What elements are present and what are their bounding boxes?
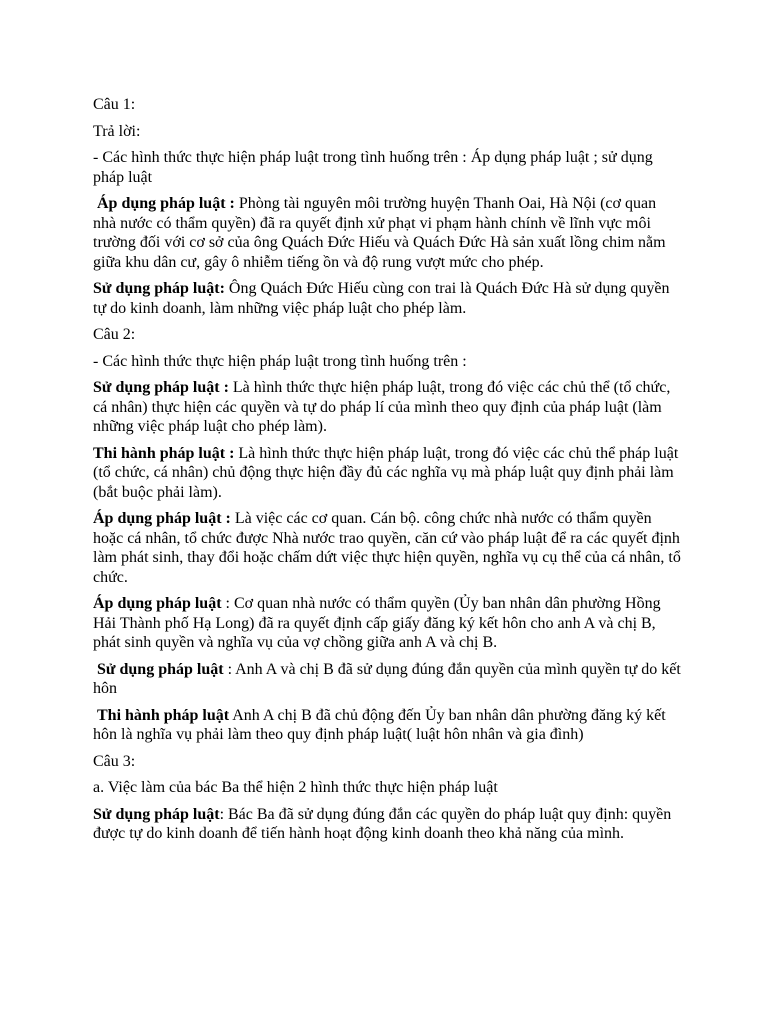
paragraph-su-dung-q2: Sử dụng pháp luật : Anh A và chị B đã sử dụng đúng đắn quyền của mình quyền tự do kết hôn [93, 660, 681, 697]
document-page [93, 95, 683, 851]
paragraph-ap-dung-def: Áp dụng pháp luật : Là việc các cơ quan. Cán bộ. công chức nhà nước có thẩm quyền hoặc cá nhân, tổ chức được Nhà nước trao quyền, căn cứ vào pháp luật để ra các quyết định làm phát sinh, thay đổi hoặc chấm dứt việc thực hiện quyền, nghĩa vụ cụ thể của cá nhân, tổ chức. [93, 510, 681, 586]
question-1-heading: Câu 1: [93, 96, 136, 113]
paragraph-q3a: a. Việc làm của bác Ba thể hiện 2 hình thức thực hiện pháp luật [93, 779, 498, 796]
term-label: Thi hành pháp luật : [93, 444, 235, 462]
paragraph-forms-q1: - Các hình thức thực hiện pháp luật trong tình huống trên : Áp dụng pháp luật ; sử dụng pháp luật [93, 149, 653, 186]
paragraph-thi-hanh-def: Thi hành pháp luật : Là hình thức thực hiện pháp luật, trong đó việc các chủ thể pháp luật (tổ chức, cá nhân) chủ động thực hiện đầy đủ các nghĩa vụ mà pháp luật quy định phải làm (bắt buộc phải làm). [93, 444, 679, 501]
term-label: Sử dụng pháp luật: [93, 280, 225, 297]
paragraph-su-dung-q1: Sử dụng pháp luật: Ông Quách Đức Hiếu cùng con trai là Quách Đức Hà sử dụng quyền tự do kinh doanh, làm những việc pháp luật cho phép làm. [93, 280, 670, 317]
paragraph-su-dung-q3: Sử dụng pháp luật: Bác Ba đã sử dụng đúng đắn các quyền do pháp luật quy định: quyền được tự do kinh doanh để tiến hành hoạt động kinh doanh theo khả năng của mình. [93, 805, 672, 842]
paragraph-ap-dung-q2: Áp dụng pháp luật : Cơ quan nhà nước có thẩm quyền (Ủy ban nhân dân phường Hồng Hải Thành phố Hạ Long) đã ra quyết định cấp giấy đăng ký kết hôn cho anh A và chị B, phát sinh quyền và nghĩa vụ của vợ chồng giữa anh A và chị B. [93, 595, 661, 651]
paragraph-thi-hanh-q2: Thi hành pháp luật Anh A chị B đã chủ động đến Ủy ban nhân dân phường đăng ký kết hôn là nghĩa vụ phải làm theo quy định pháp luật( luật hôn nhân và gia đình) [93, 706, 666, 743]
question-2-heading: Câu 2: [93, 326, 136, 343]
term-label: Áp dụng pháp luật [93, 595, 222, 612]
term-label: Áp dụng pháp luật : [93, 510, 231, 527]
answer-label: Trả lời: [93, 122, 141, 140]
term-label: Áp dụng pháp luật : [97, 195, 235, 212]
paragraph-su-dung-def: Sử dụng pháp luật : Là hình thức thực hiện pháp luật, trong đó việc các chủ thể (tổ chức, cá nhân) thực hiện các quyền và tự do pháp lí của mình theo quy định của pháp luật (làm những việc pháp luật cho phép làm). [93, 379, 671, 435]
paragraph-ap-dung-q1: Áp dụng pháp luật : Phòng tài nguyên môi trường huyện Thanh Oai, Hà Nội (cơ quan nhà nước có thẩm quyền) đã ra quyết định xử phạt vi phạm hành chính về lĩnh vực môi trường đối với cơ sở của ông Quách Đức Hiếu và Quách Đức Hà sản xuất lồng chim nằm giữa khu dân cư, gây ô nhiễm tiếng ồn và độ rung vượt mức cho phép. [93, 195, 666, 271]
term-label: Sử dụng pháp luật [97, 660, 224, 678]
paragraph-forms-q2: - Các hình thức thực hiện pháp luật trong tình huống trên : [93, 352, 467, 370]
term-label: Thi hành pháp luật [97, 706, 230, 724]
question-3-heading: Câu 3: [93, 752, 136, 770]
term-label: Sử dụng pháp luật : [93, 379, 229, 396]
term-label: Sử dụng pháp luật [93, 805, 220, 823]
